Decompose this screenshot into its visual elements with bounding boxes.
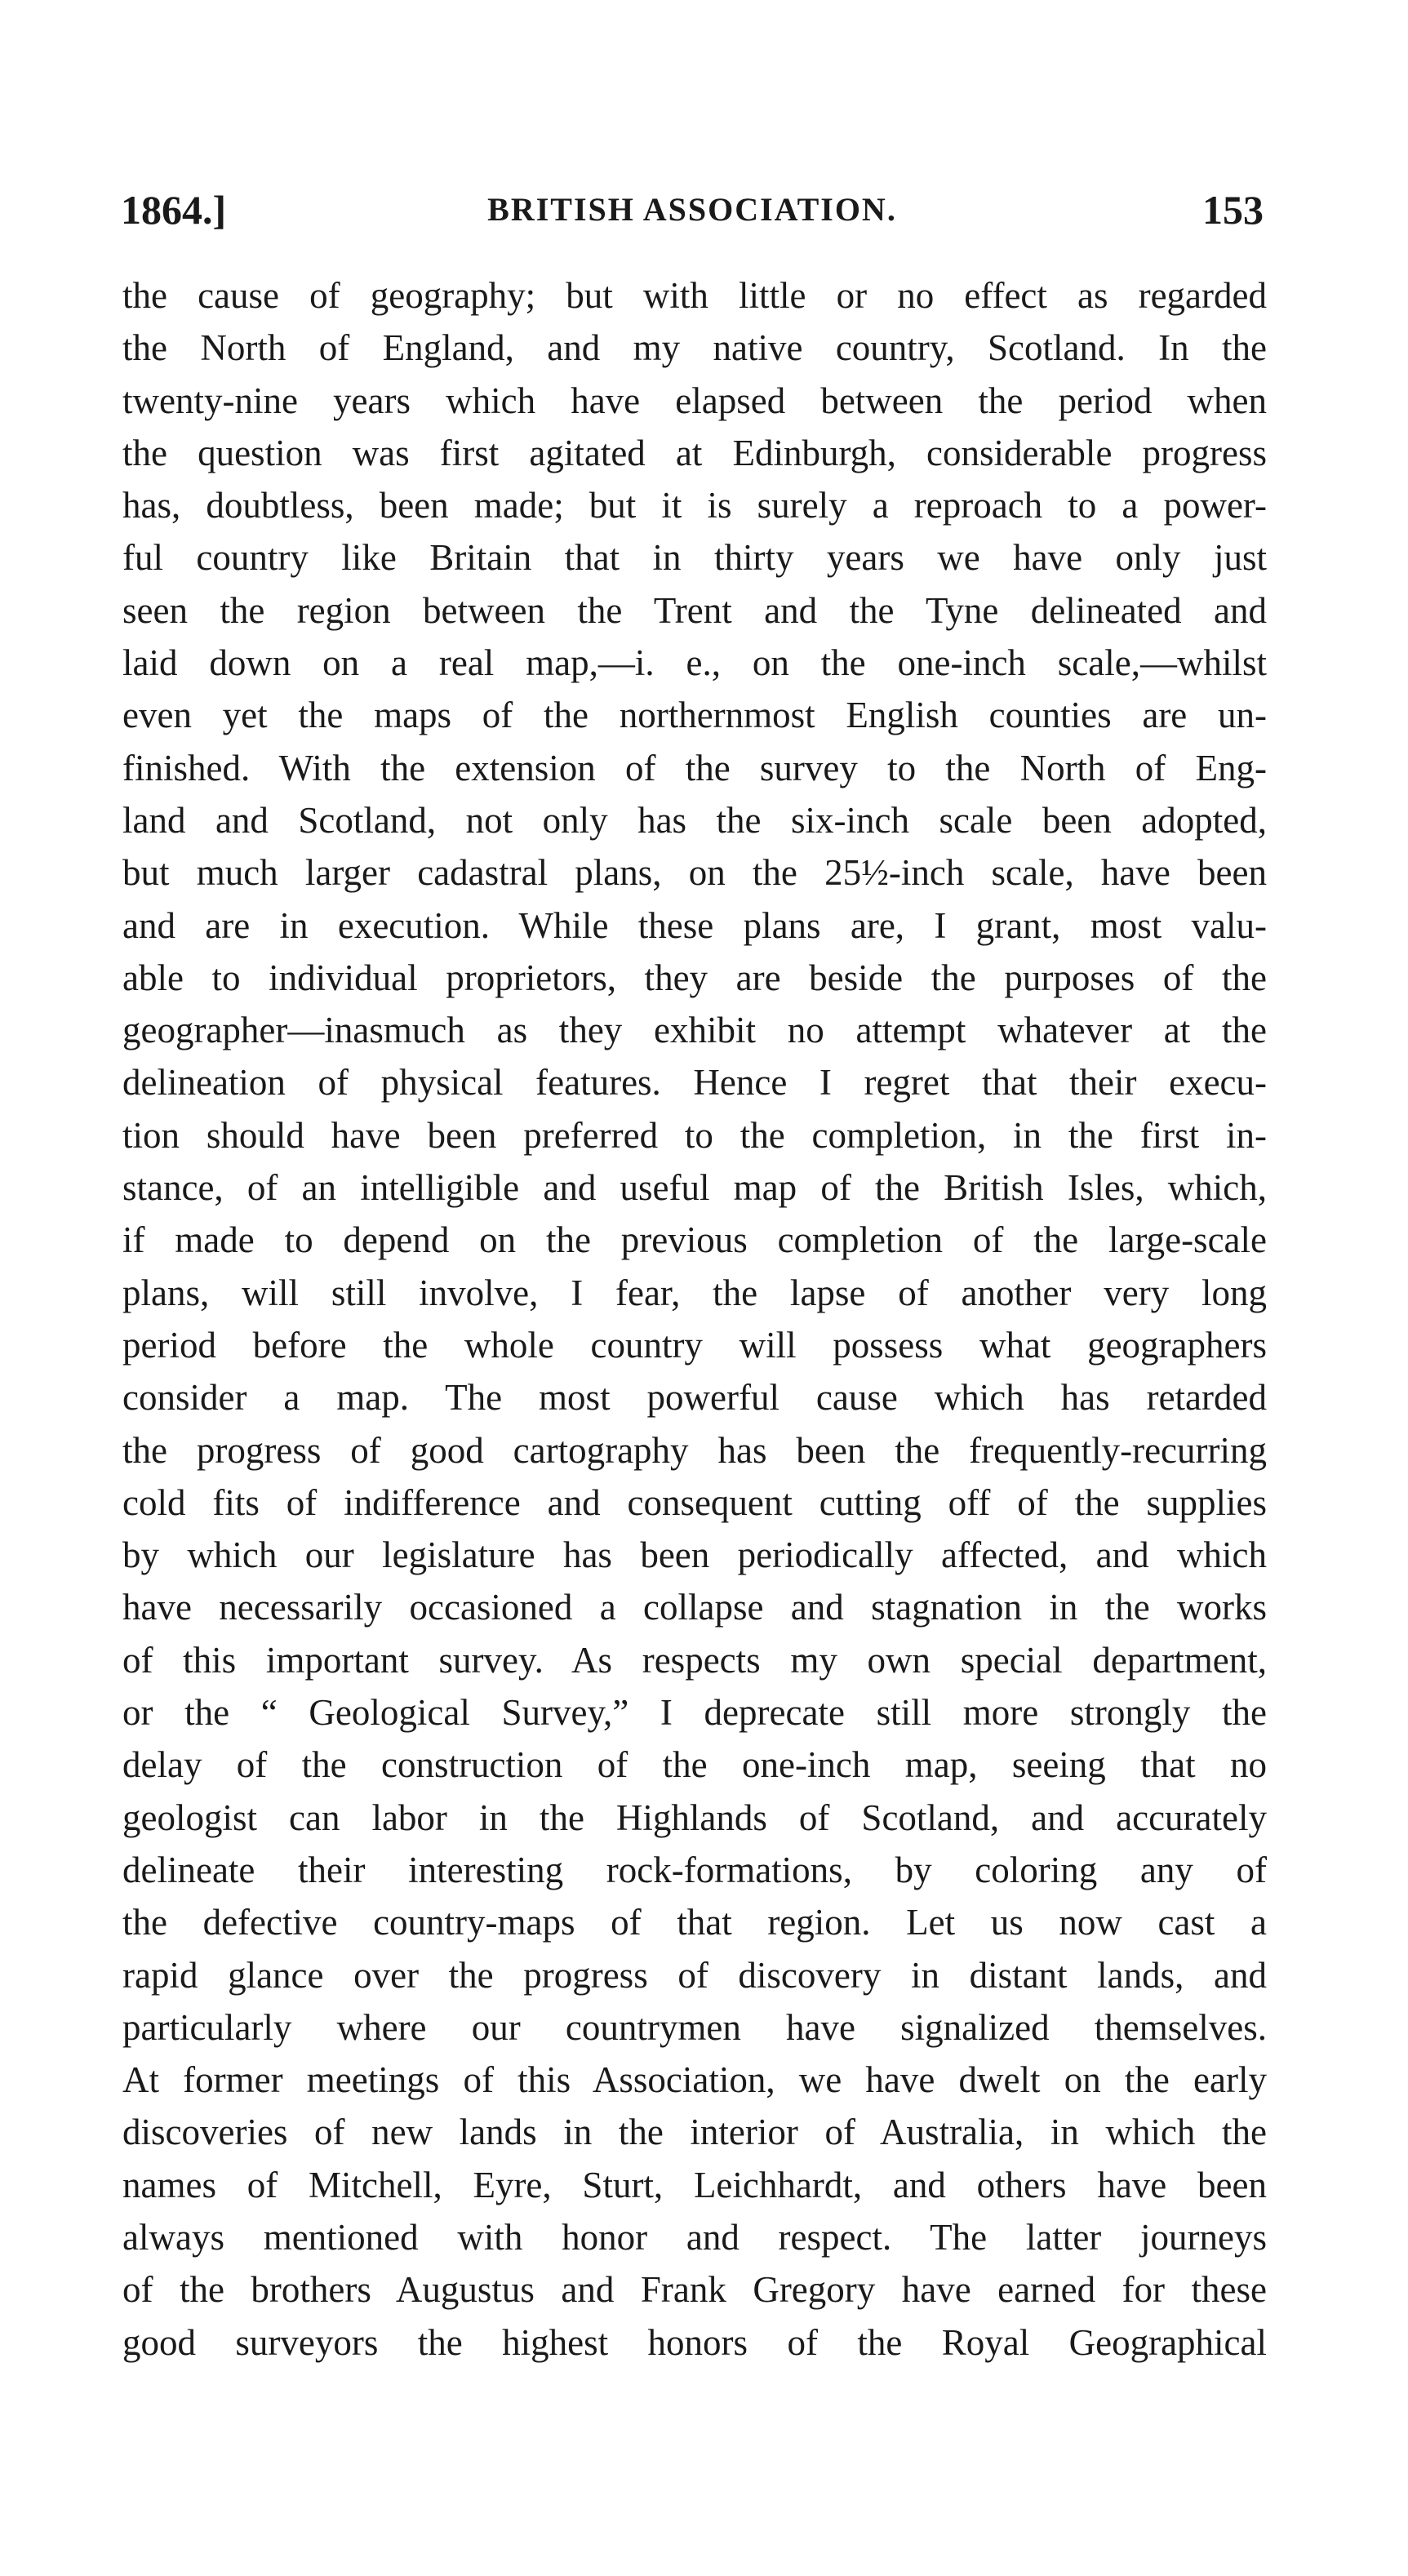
text-line: has, doubtless, been made; but it is surely a reproach to a power- (122, 485, 1267, 526)
text-line: or the “ Geological Survey,” I deprecate still more strongly the (122, 1692, 1267, 1734)
text-line: and are in execution. While these plans are, I grant, most valu- (122, 904, 1267, 946)
text-line: particularly where our countrymen have signalized themselves. (122, 2006, 1267, 2048)
text-line: At former meetings of this Association, we have dwelt on the early (122, 2059, 1267, 2101)
text-line: the cause of geography; but with little or no effect as regarded (122, 275, 1267, 316)
text-line: consider a map. The most powerful cause which has retarded (122, 1377, 1267, 1419)
text-line: if made to depend on the previous completion of the large-scale (122, 1219, 1267, 1261)
text-line: delineate their interesting rock-formations, by coloring any of (122, 1849, 1267, 1890)
text-line: of the brothers Augustus and Frank Gregory have earned for these (122, 2269, 1267, 2311)
text-line: rapid glance over the progress of discovery in distant lands, and (122, 1954, 1267, 1996)
text-line: by which our legislature has been periodically affected, and which (122, 1534, 1267, 1576)
text-line: good surveyors the highest honors of the Royal Geographical (122, 2321, 1267, 2363)
text-line: plans, will still involve, I fear, the lapse of another very long (122, 1272, 1267, 1313)
text-line: laid down on a real map,—i. e., on the one-inch scale,—whilst (122, 642, 1267, 684)
text-line: twenty-nine years which have elapsed between the period when (122, 380, 1267, 421)
text-line: names of Mitchell, Eyre, Sturt, Leichhardt, and others have been (122, 2164, 1267, 2205)
text-line: land and Scotland, not only has the six-inch scale been adopted, (122, 799, 1267, 841)
text-line: the North of England, and my native country, Scotland. In the (122, 327, 1267, 369)
text-line: cold fits of indifference and consequent cutting off of the supplies (122, 1481, 1267, 1523)
body-text (122, 269, 1267, 2369)
text-line: seen the region between the Trent and the Tyne delineated and (122, 589, 1267, 631)
text-line: geologist can labor in the Highlands of Scotland, and accurately (122, 1797, 1267, 1838)
text-line: of this important survey. As respects my own special department, (122, 1639, 1267, 1681)
text-line: ful country like Britain that in thirty years we have only just (122, 537, 1267, 579)
text-line: discoveries of new lands in the interior of Australia, in which the (122, 2112, 1267, 2153)
running-head-title: BRITISH ASSOCIATION. (487, 191, 897, 228)
text-line: period before the whole country will possess what geographers (122, 1324, 1267, 1366)
text-line: geographer—inasmuch as they exhibit no attempt whatever at the (122, 1010, 1267, 1051)
text-line: have necessarily occasioned a collapse and stagnation in the works (122, 1587, 1267, 1628)
text-line: tion should have been preferred to the completion, in the first in- (122, 1114, 1267, 1156)
text-line: able to individual proprietors, they are beside the purposes of the (122, 957, 1267, 998)
running-head-year: 1864.] (121, 187, 227, 233)
running-head (121, 181, 1264, 238)
text-line: the progress of good cartography has been the frequently-recurring (122, 1429, 1267, 1471)
text-line: but much larger cadastral plans, on the 25½-inch scale, have been (122, 852, 1267, 894)
text-line: delineation of physical features. Hence I regret that their execu- (122, 1062, 1267, 1104)
text-line: the defective country-maps of that region. Let us now cast a (122, 1902, 1267, 1943)
text-line: always mentioned with honor and respect. The latter journeys (122, 2216, 1267, 2258)
text-line: even yet the maps of the northernmost English counties are un- (122, 695, 1267, 736)
text-line: the question was first agitated at Edinburgh, considerable progress (122, 432, 1267, 473)
page-number: 153 (1202, 187, 1264, 233)
text-line: finished. With the extension of the survey to the North of Eng- (122, 747, 1267, 788)
text-line: stance, of an intelligible and useful map of the British Isles, which, (122, 1167, 1267, 1209)
text-line: delay of the construction of the one-inch map, seeing that no (122, 1744, 1267, 1786)
